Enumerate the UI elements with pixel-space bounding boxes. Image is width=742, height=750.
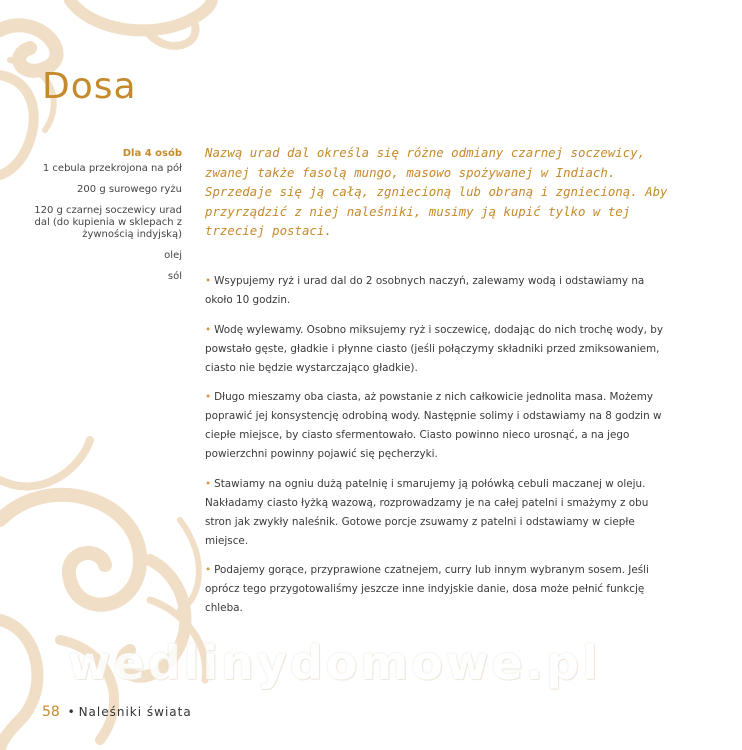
watermark-text: wedlinydomowe.pl <box>68 636 601 690</box>
step-text: Długo mieszamy oba ciasta, aż powstanie z nich całkowicie jednolita masa. Możemy poprawić jej konsystencję odrobiną wody. Następnie solimy i odstawiamy na 8 godzin w ciepłe miejsce, by ciasto sfermentowało. Ciasto powinno nieco urosnąć, a na jego powierzchni powinny pojawić się pęcherzyki. <box>205 391 662 461</box>
step-item <box>205 388 667 464</box>
ingredient-item: 1 cebula przekrojona na pół <box>42 163 182 174</box>
step-item <box>205 475 667 551</box>
step-item <box>205 561 667 618</box>
step-item <box>205 321 667 378</box>
page-number: 58 <box>42 704 60 720</box>
bullet-icon: • <box>205 477 212 490</box>
section-name: Naleśniki świata <box>78 705 192 719</box>
steps-list <box>205 262 667 628</box>
ingredient-item: olej <box>164 250 182 261</box>
bullet-icon: • <box>205 275 212 288</box>
step-text: Wodę wylewamy. Osobno miksujemy ryż i soczewicę, dodając do nich trochę wody, by powstało gęste, gładkie i płynne ciasto (jeśli połączymy składniki przed zmiksowaniem, ciasto nie będzie wystarczająco gładkie). <box>205 323 664 374</box>
ingredient-item: 120 g czarnej soczewicy urad dal (do kupienia w sklepach z żywnością indyjską) <box>34 205 182 240</box>
step-item <box>205 272 667 310</box>
bullet-icon: • <box>205 563 212 576</box>
footer-separator: • <box>67 705 75 719</box>
step-text: Stawiamy na ogniu dużą patelnię i smarujemy ją połówką cebuli maczanej w oleju. Nakładamy ciasto łyżką wazową, rozprowadzamy je na całej patelni i smażymy z obu stron jak zwykły naleśnik. Gotowe porcje zsuwamy z patelni i odstawiamy w ciepłe miejsce. <box>205 477 649 547</box>
bullet-icon: • <box>205 323 212 336</box>
bullet-icon: • <box>205 391 212 404</box>
servings-label: Dla 4 osób <box>122 148 182 159</box>
ingredient-item: sól <box>167 271 182 282</box>
intro-paragraph: Nazwą urad dal określa się różne odmiany czarnej soczewicy, zwanej także fasolą mungo, masowo spożywanej w Indiach. Sprzedaje się ją całą, zgniecioną lub obraną i zgniecioną. Aby przyrządzić z niej naleśniki, musimy ją kupić tylko w tej trzeciej postaci. <box>205 145 668 238</box>
ingredients-list <box>30 148 182 292</box>
recipe-title: Dosa <box>42 66 137 107</box>
step-text: Podajemy gorące, przyprawione czatnejem, curry lub innym wybranym sosem. Jeśli oprócz tego przygotowaliśmy jeszcze inne indyjskie danie, dosa może pełnić funkcję chleba. <box>205 563 649 614</box>
page-footer <box>42 704 192 720</box>
step-text: Wsypujemy ryż i urad dal do 2 osobnych naczyń, zalewamy wodą i odstawiamy na około 10 godzin. <box>205 275 645 307</box>
ingredient-item: 200 g surowego ryżu <box>77 184 182 195</box>
